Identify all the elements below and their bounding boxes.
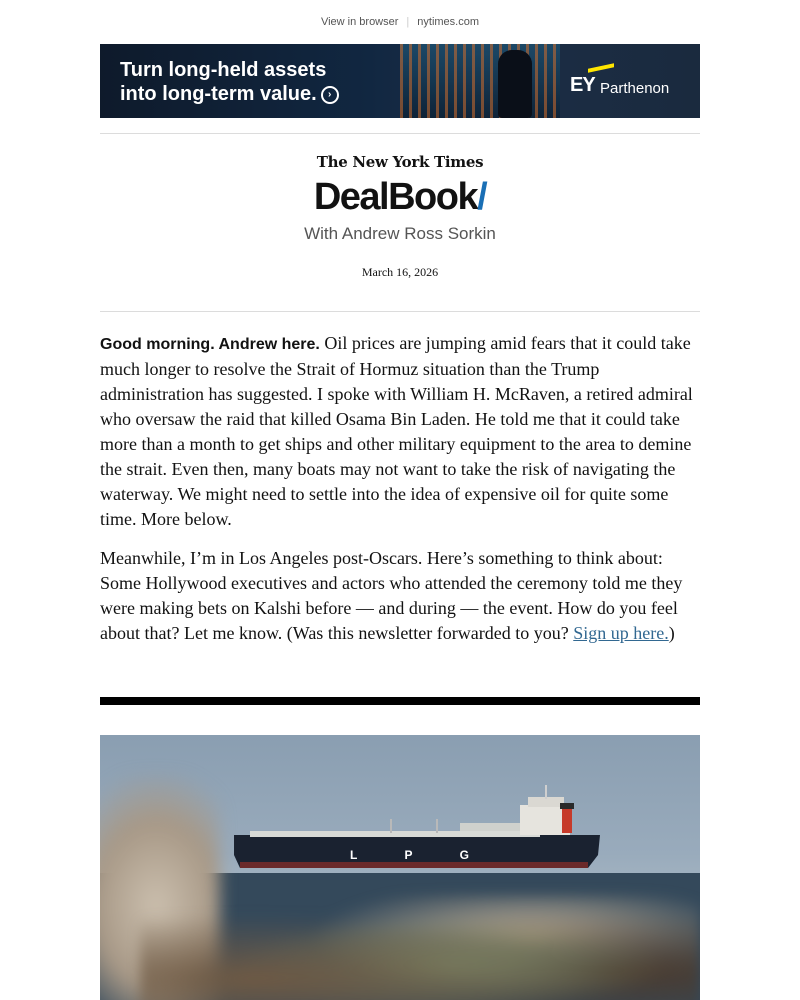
issue-date: March 16, 2026 (361, 265, 439, 279)
intro-text-1: Oil prices are jumping amid fears that it could take much longer to resolve the Strait of Hormuz situation than the Trump administration has suggested. I spoke with William H. McRaven, a retired admiral who oversaw the raid that killed Osama Bin Laden. He told me that it could take more than a month to get ships and other military equipment to the area to demine the strait. Even then, many boats may not want to take the risk of navigating the waterway. We might need to settle into the idea of expensive oil for quite some time. More below. (100, 333, 693, 529)
intro-lead: Good morning. Andrew here. (100, 336, 320, 353)
ey-logo-bar (588, 63, 614, 73)
signup-link[interactable]: Sign up here. (573, 623, 669, 643)
intro-paragraph-2 (100, 546, 700, 646)
ad-headline-line2: into long-term value. (120, 83, 317, 105)
intro-text-2-end: ) (668, 623, 675, 643)
header-divider (100, 133, 700, 134)
section-rule (100, 697, 700, 705)
intro-paragraph-1 (100, 331, 700, 532)
nytimes-link[interactable]: nytimes.com (417, 16, 480, 28)
ad-brand-sub: Parthenon (600, 80, 670, 97)
link-separator: | (406, 16, 410, 28)
ad-cityscape-image (400, 44, 560, 118)
ey-logo: EY (570, 74, 595, 96)
nyt-logo[interactable]: The New York Times (316, 153, 484, 171)
masthead-divider (100, 311, 700, 312)
ad-person-silhouette (498, 50, 532, 118)
lpg-tanker-photo (100, 735, 700, 1000)
view-in-browser-link[interactable]: View in browser (320, 16, 399, 28)
dealbook-slash: / (477, 176, 487, 218)
circle-arrow-icon: › (321, 86, 339, 104)
byline: With Andrew Ross Sorkin (304, 224, 496, 243)
foreground-blur-bottom (140, 895, 700, 1000)
ey-parthenon-ad-banner[interactable] (100, 44, 700, 118)
ad-headline-line1: Turn long-held assets (120, 59, 327, 81)
intro-text-2: Meanwhile, I’m in Los Angeles post-Oscars. Here’s something to think about: Some Hollywood executives and actors who attended the ceremony told me they were making bets on Kalshi before — and during — the event. How do you feel about that? Let me know. (Was this newsletter forwarded to you? (100, 548, 683, 643)
ship-hull-lettering: L P G (350, 848, 491, 862)
dealbook-logo[interactable] (0, 176, 800, 219)
dealbook-title: DealBook (313, 176, 478, 218)
top-links (0, 16, 800, 28)
ad-headline (120, 58, 339, 106)
